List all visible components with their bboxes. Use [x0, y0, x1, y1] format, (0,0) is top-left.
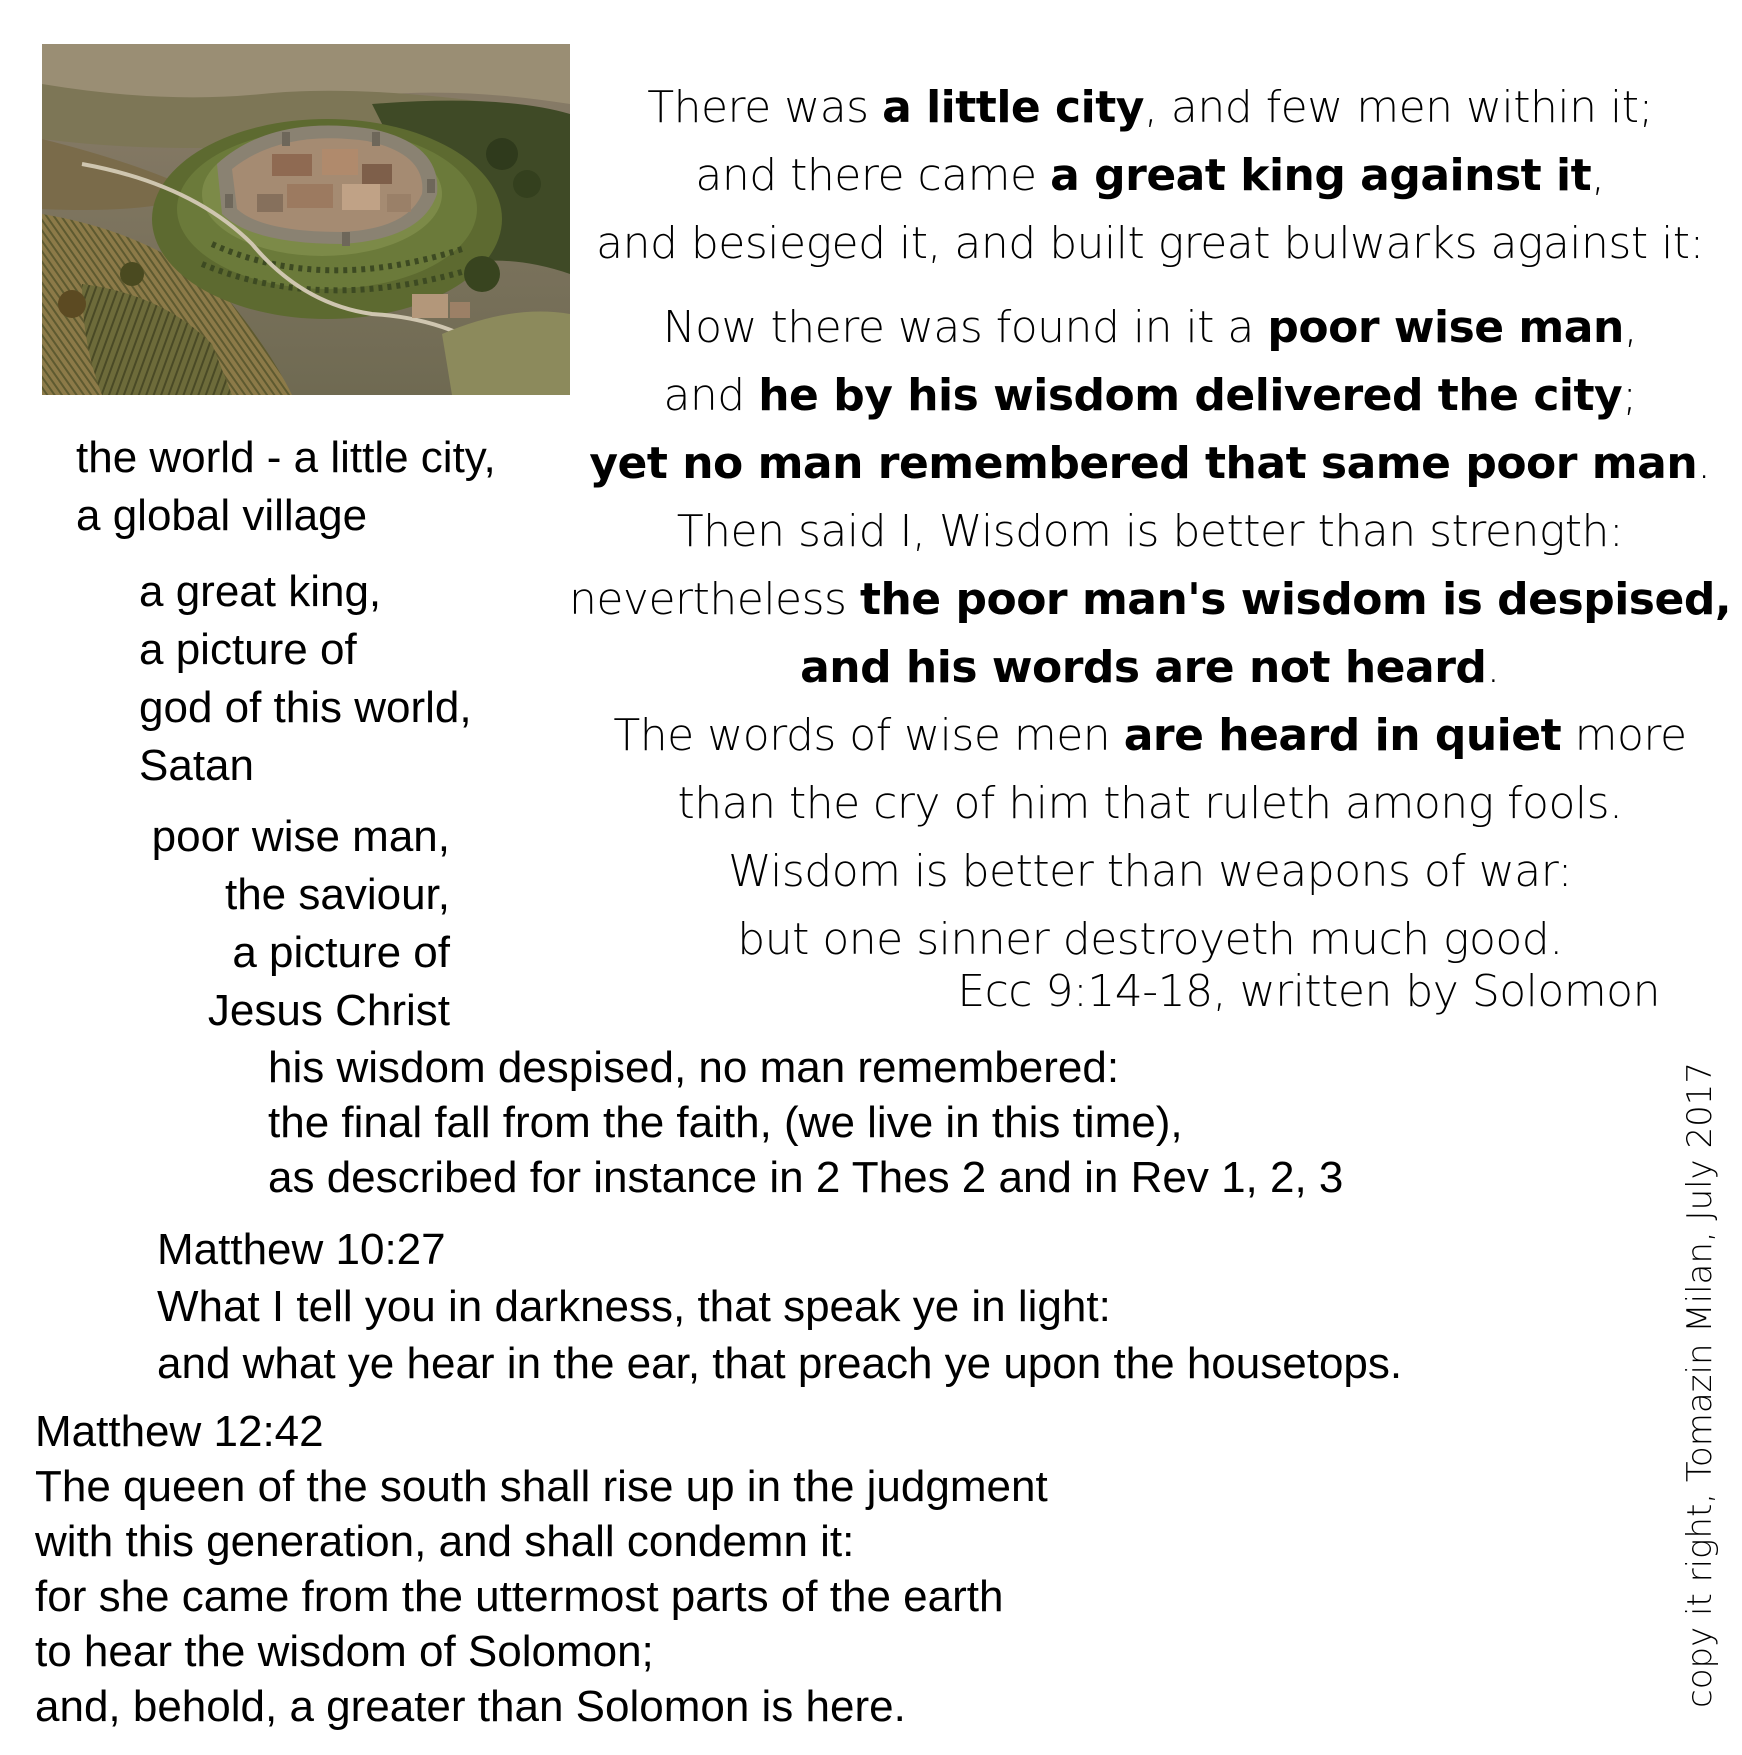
scripture-text: , — [1623, 302, 1638, 353]
scripture-text: . — [1486, 642, 1500, 693]
note-line: Jesus Christ — [207, 986, 450, 1035]
scripture-text: more — [1561, 710, 1687, 761]
scripture-line — [560, 906, 1740, 974]
scripture-text: but one sinner destroyeth much good. — [737, 914, 1563, 965]
ecclesiastes-passage — [560, 74, 1740, 974]
verse-reference: Matthew 12:42 — [35, 1407, 324, 1456]
scripture-line — [560, 498, 1740, 566]
scripture-line — [560, 702, 1740, 770]
note-line: the world - a little city, — [76, 433, 496, 482]
scripture-text: There was — [647, 82, 883, 133]
scripture-line — [560, 74, 1740, 142]
emphasized-text: a little city — [882, 82, 1144, 133]
matthew-12-42 — [35, 1404, 1048, 1734]
scripture-line — [560, 362, 1740, 430]
note-line: a great king, — [139, 567, 382, 616]
verse-line: and, behold, a greater than Solomon is here. — [35, 1682, 906, 1731]
emphasized-text: are heard in quiet — [1123, 710, 1562, 761]
note-line: Satan — [139, 741, 254, 790]
scripture-text: and there came — [695, 150, 1051, 201]
aerial-city-photo — [42, 44, 570, 395]
verse-line: with this generation, and shall condemn it: — [35, 1517, 855, 1566]
scripture-text: , — [1591, 150, 1605, 201]
scripture-text: The words of wise men — [613, 710, 1124, 761]
verse-line: for she came from the uttermost parts of the earth — [35, 1572, 1004, 1621]
scripture-line — [560, 294, 1740, 362]
scripture-text: ; — [1622, 370, 1637, 421]
scripture-text: nevertheless — [568, 574, 860, 625]
commentary — [268, 1040, 1343, 1205]
emphasized-text: he by his wisdom delivered the city — [758, 370, 1623, 421]
scripture-line — [560, 430, 1740, 498]
note-world-little-city — [76, 429, 496, 545]
note-poor-wise-man — [110, 808, 450, 1040]
emphasized-text: poor wise man — [1267, 302, 1624, 353]
note-line: the saviour, — [224, 870, 450, 919]
matthew-10-27 — [157, 1221, 1402, 1392]
verse-line: What I tell you in darkness, that speak ye in light: — [157, 1282, 1111, 1331]
scripture-text: . — [1697, 438, 1711, 489]
scripture-line — [560, 210, 1740, 278]
scripture-line — [560, 142, 1740, 210]
note-line: god of this world, — [139, 683, 472, 732]
verse-line: The queen of the south shall rise up in the judgment — [35, 1462, 1048, 1511]
commentary-line: the final fall from the faith, (we live in this time), — [268, 1098, 1183, 1147]
note-great-king — [139, 563, 472, 795]
verse-line: and what ye hear in the ear, that preach ye upon the housetops. — [157, 1339, 1403, 1388]
scripture-text: Wisdom is better than weapons of war: — [728, 846, 1572, 897]
emphasized-text: a great king against it — [1050, 150, 1592, 201]
scripture-text: , and few men within it; — [1143, 82, 1653, 133]
scripture-text: and — [663, 370, 759, 421]
note-line: a picture of — [139, 625, 357, 674]
scripture-text: Then said I, Wisdom is better than strength: — [676, 506, 1624, 557]
scripture-text: Now there was found in it a — [662, 302, 1268, 353]
commentary-line: his wisdom despised, no man remembered: — [268, 1043, 1120, 1092]
emphasized-text: and his words are not heard — [800, 642, 1487, 693]
copyright-notice: copy it right, Tomazin Milan, July 2017 — [1680, 1061, 1720, 1708]
scripture-line — [560, 566, 1740, 634]
emphasized-text: yet no man remembered that same poor man — [589, 438, 1698, 489]
note-line: a picture of — [232, 928, 450, 977]
scripture-line — [560, 634, 1740, 702]
note-line: poor wise man, — [151, 812, 450, 861]
verse-line: to hear the wisdom of Solomon; — [35, 1627, 654, 1676]
emphasized-text: the poor man's wisdom is despised, — [859, 574, 1732, 625]
scripture-text: than the cry of him that ruleth among fools. — [677, 778, 1623, 829]
verse-reference: Matthew 10:27 — [157, 1225, 446, 1274]
note-line: a global village — [76, 491, 368, 540]
scripture-line — [560, 838, 1740, 906]
scripture-text: and besieged it, and built great bulwarks against it: — [596, 218, 1704, 269]
scripture-citation: Ecc 9:14-18, written by Solomon — [957, 966, 1660, 1017]
commentary-line: as described for instance in 2 Thes 2 and in Rev 1, 2, 3 — [268, 1153, 1344, 1202]
scripture-line — [560, 770, 1740, 838]
